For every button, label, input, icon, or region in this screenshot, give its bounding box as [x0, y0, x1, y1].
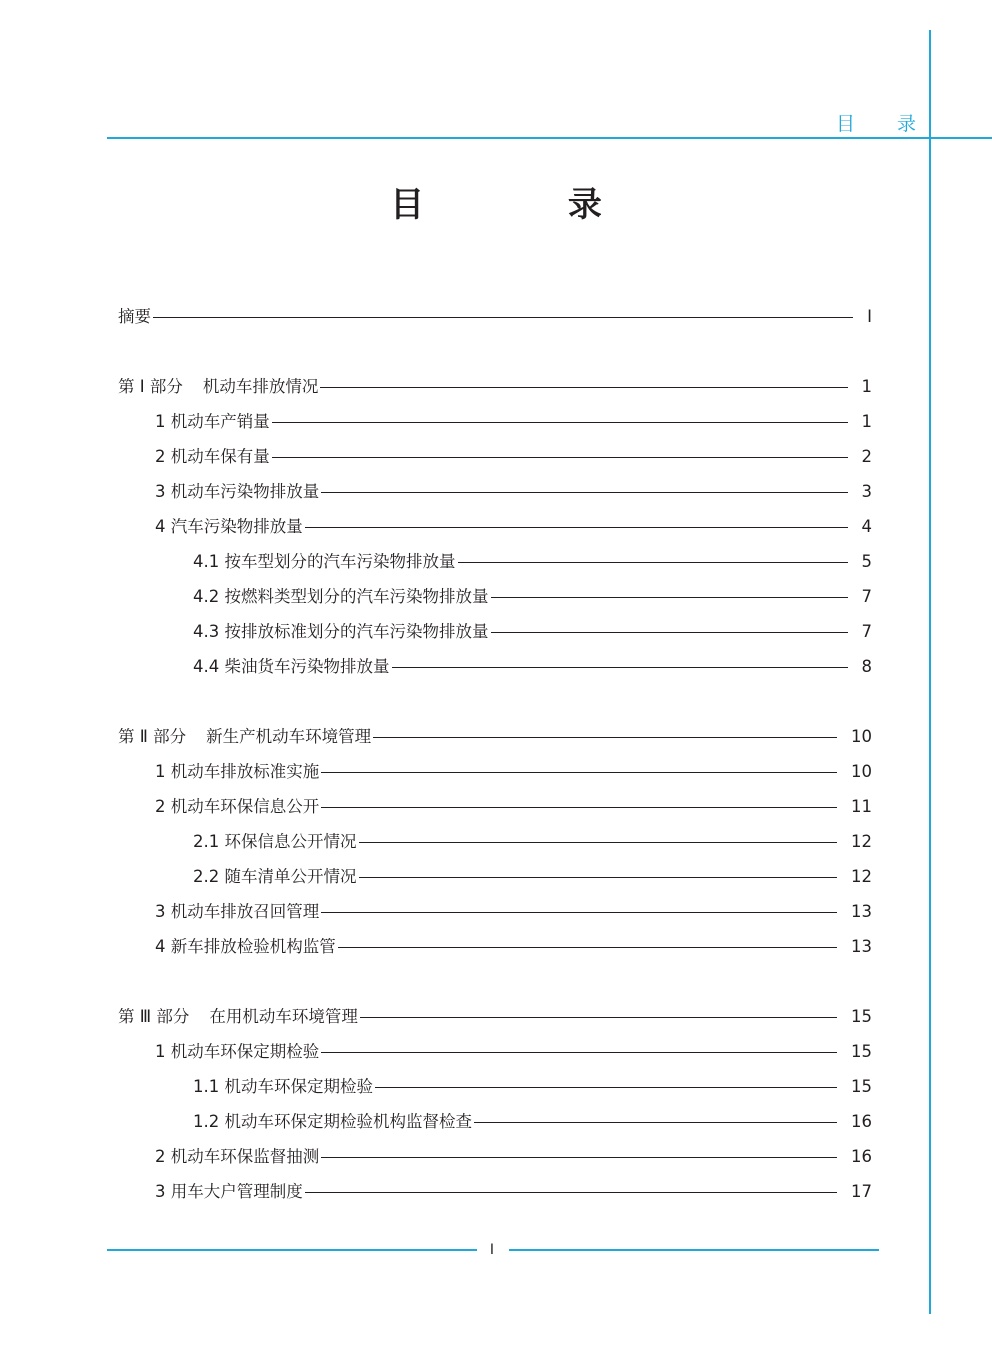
page-title: 目 录: [390, 185, 668, 225]
toc-entry-label: 2 机动车保有量: [155, 447, 270, 466]
toc-leader: [321, 1157, 837, 1158]
toc-entry-label: 1 机动车产销量: [155, 412, 270, 431]
toc-entry-page: 8: [861, 657, 872, 676]
toc-entry-page: 15: [851, 1077, 872, 1096]
toc-entry-label: 4 新车排放检验机构监管: [155, 937, 336, 956]
toc-leader: [272, 457, 848, 458]
toc-entry-label: 4.1 按车型划分的汽车污染物排放量: [193, 552, 456, 571]
toc-entry[interactable]: [155, 410, 872, 434]
toc-entry-page: 17: [851, 1182, 872, 1201]
toc-part-heading[interactable]: [118, 375, 872, 399]
footer-rule-left: [107, 1249, 477, 1251]
toc-entry-label: 1.1 机动车环保定期检验: [193, 1077, 373, 1096]
toc-leader: [392, 667, 848, 668]
toc-leader: [272, 422, 848, 423]
toc-entry-label: 2 机动车环保信息公开: [155, 797, 320, 816]
toc-entry-label: 2.1 环保信息公开情况: [193, 832, 357, 851]
toc-leader: [321, 772, 837, 773]
footer-page-number: I: [489, 1242, 495, 1258]
toc-entry-page: 13: [851, 902, 872, 921]
toc-leader: [305, 527, 848, 528]
toc-leader: [491, 597, 848, 598]
toc-leader: [373, 737, 837, 738]
toc-entry-page: 16: [851, 1112, 872, 1131]
toc-subentry[interactable]: [193, 655, 872, 679]
toc-entry-label: 3 机动车排放召回管理: [155, 902, 320, 921]
toc-entry-label: 3 用车大户管理制度: [155, 1182, 303, 1201]
toc-entry[interactable]: [155, 445, 872, 469]
toc-entry-page: 13: [851, 937, 872, 956]
toc-entry[interactable]: [155, 515, 872, 539]
footer-rule-right: [509, 1249, 879, 1251]
toc-entry-label: 2 机动车环保监督抽测: [155, 1147, 320, 1166]
toc-leader: [305, 1192, 837, 1193]
toc-part-label: 第 Ⅲ 部分: [118, 1007, 190, 1026]
toc-entry-page: 3: [861, 482, 872, 501]
toc-subentry[interactable]: [193, 1075, 872, 1099]
toc-subentry[interactable]: [193, 1110, 872, 1134]
toc-entry[interactable]: [155, 935, 872, 959]
toc-entry-page: 12: [851, 832, 872, 851]
toc-entry-page: 10: [851, 727, 872, 746]
toc-leader: [320, 387, 847, 388]
toc-entry-label: 摘要: [118, 307, 151, 326]
toc-entry-label: 3 机动车污染物排放量: [155, 482, 320, 501]
toc-part-label: 第 Ⅱ 部分: [118, 727, 187, 746]
toc-entry-page: 11: [851, 797, 872, 816]
toc-entry-page: 10: [851, 762, 872, 781]
toc-subentry[interactable]: [193, 585, 872, 609]
toc-part-heading[interactable]: [118, 725, 872, 749]
toc-entry-page: 12: [851, 867, 872, 886]
toc-entry-page: 7: [861, 622, 872, 641]
toc-leader: [153, 317, 853, 318]
toc-part-heading[interactable]: [118, 1005, 872, 1029]
toc-entry[interactable]: [155, 1145, 872, 1169]
toc-entry-label: 4 汽车污染物排放量: [155, 517, 303, 536]
toc-entry[interactable]: [155, 1180, 872, 1204]
toc-leader: [359, 842, 838, 843]
toc-entry-page: 1: [861, 377, 872, 396]
toc-leader: [458, 562, 848, 563]
toc-entry-page: 7: [861, 587, 872, 606]
toc-subentry[interactable]: [193, 865, 872, 889]
toc-leader: [359, 877, 838, 878]
toc-subentry[interactable]: [193, 550, 872, 574]
toc-entry[interactable]: [155, 480, 872, 504]
toc-entry-label: 1.2 机动车环保定期检验机构监督检查: [193, 1112, 472, 1131]
running-header: 目 录: [836, 113, 935, 135]
toc-entry[interactable]: [155, 900, 872, 924]
toc-part-title: 在用机动车环境管理: [209, 1007, 358, 1026]
toc-entry-page: 4: [861, 517, 872, 536]
toc-entry-page: 2: [861, 447, 872, 466]
toc-entry-label: 4.3 按排放标准划分的汽车污染物排放量: [193, 622, 489, 641]
toc-subentry[interactable]: [193, 830, 872, 854]
toc-entry-page: 15: [851, 1007, 872, 1026]
toc-part-title: 新生产机动车环境管理: [206, 727, 372, 746]
toc-entry-page: I: [867, 307, 872, 326]
toc-entry-page: 16: [851, 1147, 872, 1166]
toc-entry-label: 2.2 随车清单公开情况: [193, 867, 357, 886]
toc-entry[interactable]: [155, 1040, 872, 1064]
toc-leader: [375, 1087, 837, 1088]
toc-entry-label: 1 机动车环保定期检验: [155, 1042, 320, 1061]
toc-entry-label: 1 机动车排放标准实施: [155, 762, 320, 781]
toc-entry-page: 15: [851, 1042, 872, 1061]
toc-subentry[interactable]: [193, 620, 872, 644]
toc-entry[interactable]: [155, 760, 872, 784]
toc-leader: [321, 492, 847, 493]
toc-entry-label: 4.2 按燃料类型划分的汽车污染物排放量: [193, 587, 489, 606]
toc-leader: [360, 1017, 837, 1018]
toc-leader: [474, 1122, 837, 1123]
toc-leader: [321, 807, 837, 808]
toc-part-title: 机动车排放情况: [202, 377, 319, 396]
toc-entry[interactable]: [118, 305, 872, 329]
toc-leader: [338, 947, 837, 948]
toc-leader: [321, 1052, 837, 1053]
toc-entry-page: 1: [861, 412, 872, 431]
toc-entry-page: 5: [861, 552, 872, 571]
toc-leader: [491, 632, 848, 633]
toc-part-label: 第 Ⅰ 部分: [118, 377, 183, 396]
toc-leader: [321, 912, 837, 913]
toc-entry[interactable]: [155, 795, 872, 819]
toc-entry-label: 4.4 柴油货车污染物排放量: [193, 657, 390, 676]
